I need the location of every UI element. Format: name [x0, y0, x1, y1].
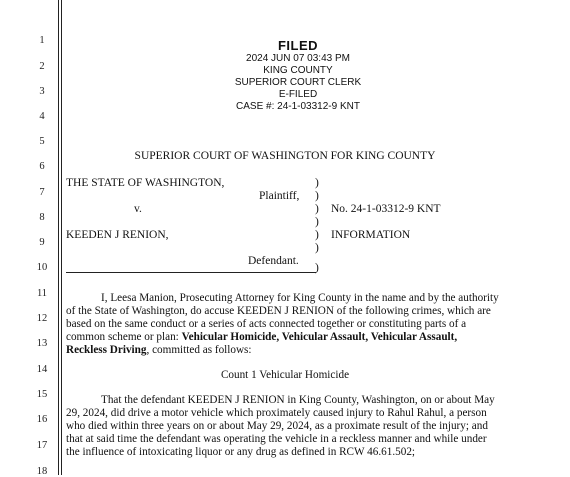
- count1-line: who died within three years on or about May 29, 2024, as a proximate result of the injury; and: [66, 420, 488, 432]
- filed-efiled: E-FILED: [278, 89, 318, 100]
- line-number: 17: [36, 440, 48, 451]
- line-number: 1: [39, 35, 45, 46]
- caption-paren: ): [315, 242, 319, 254]
- defendant-name: KEEDEN J RENION,: [66, 229, 169, 241]
- filing-stamp: [190, 38, 406, 113]
- defendant-label: Defendant.: [248, 255, 299, 267]
- filed-county: KING COUNTY: [263, 65, 333, 76]
- plaintiff-name: THE STATE OF WASHINGTON,: [66, 177, 225, 189]
- line-number: 15: [36, 389, 48, 400]
- count1-heading: Count 1 Vehicular Homicide: [220, 369, 350, 381]
- court-title: SUPERIOR COURT OF WASHINGTON FOR KING COUNTY: [134, 150, 436, 162]
- caption-paren: ): [315, 177, 319, 189]
- case-number: No. 24-1-03312-9 KNT: [331, 203, 441, 215]
- intro-line: [66, 344, 252, 358]
- versus: v.: [134, 203, 142, 215]
- filed-date: 2024 JUN 07 03:43 PM: [246, 53, 350, 64]
- margin-rule-left-outer: [61, 0, 62, 475]
- intro-line: based on the same conduct or a series of acts connected together or constituting parts of a: [66, 318, 467, 330]
- line-number: 18: [36, 466, 48, 477]
- intro-line: of the State of Washington, do accuse KEEDEN J RENION of the following crimes, which are: [66, 305, 491, 317]
- line-number: 16: [36, 414, 48, 425]
- line-number: 3: [39, 86, 45, 97]
- intro-plain: common scheme or plan:: [66, 331, 182, 343]
- filed-case-number: CASE #: 24-1-03312-9 KNT: [236, 101, 360, 112]
- caption-paren: ): [315, 203, 319, 215]
- line-number: 8: [39, 212, 45, 223]
- charge-reckless: Reckless Driving: [66, 344, 147, 356]
- count1-line: That the defendant KEEDEN J RENION in King County, Washington, on or about May: [101, 394, 495, 406]
- line-number: 7: [39, 187, 45, 198]
- intro-plain: , committed as follows:: [146, 344, 252, 356]
- filed-clerk: SUPERIOR COURT CLERK: [234, 77, 362, 88]
- caption-paren: ): [315, 229, 319, 241]
- filed-title: FILED: [277, 38, 319, 53]
- line-number: 13: [36, 338, 48, 349]
- line-number: 4: [39, 111, 45, 122]
- caption-paren: ): [315, 262, 319, 274]
- caption-paren: ): [315, 190, 319, 202]
- intro-line: [66, 331, 457, 345]
- count1-line: 29, 2024, did drive a motor vehicle which proximately caused injury to Rahul Rahul, a person: [66, 407, 487, 419]
- document-title: INFORMATION: [331, 229, 411, 241]
- count1-line: that at said time the defendant was operating the vehicle in a reckless manner and while under: [66, 433, 487, 445]
- caption-underline: [66, 272, 316, 273]
- charges-list: Vehicular Homicide, Vehicular Assault, Vehicular Assault,: [181, 331, 458, 343]
- line-number: 10: [36, 262, 48, 273]
- line-number: 9: [39, 237, 45, 248]
- plaintiff-label: Plaintiff,: [259, 190, 300, 202]
- line-number: 2: [39, 61, 45, 72]
- line-number: 11: [36, 288, 48, 299]
- line-number: 6: [39, 161, 45, 172]
- line-number: 14: [36, 364, 48, 375]
- caption-paren: ): [315, 216, 319, 228]
- count1-line: the influence of intoxicating liquor or any drug as defined in RCW 46.61.502;: [66, 446, 416, 458]
- line-number: 12: [36, 313, 48, 324]
- line-number: 5: [39, 136, 45, 147]
- intro-line: I, Leesa Manion, Prosecuting Attorney for King County in the name and by the authority: [101, 292, 499, 304]
- margin-rule-left: [58, 0, 59, 475]
